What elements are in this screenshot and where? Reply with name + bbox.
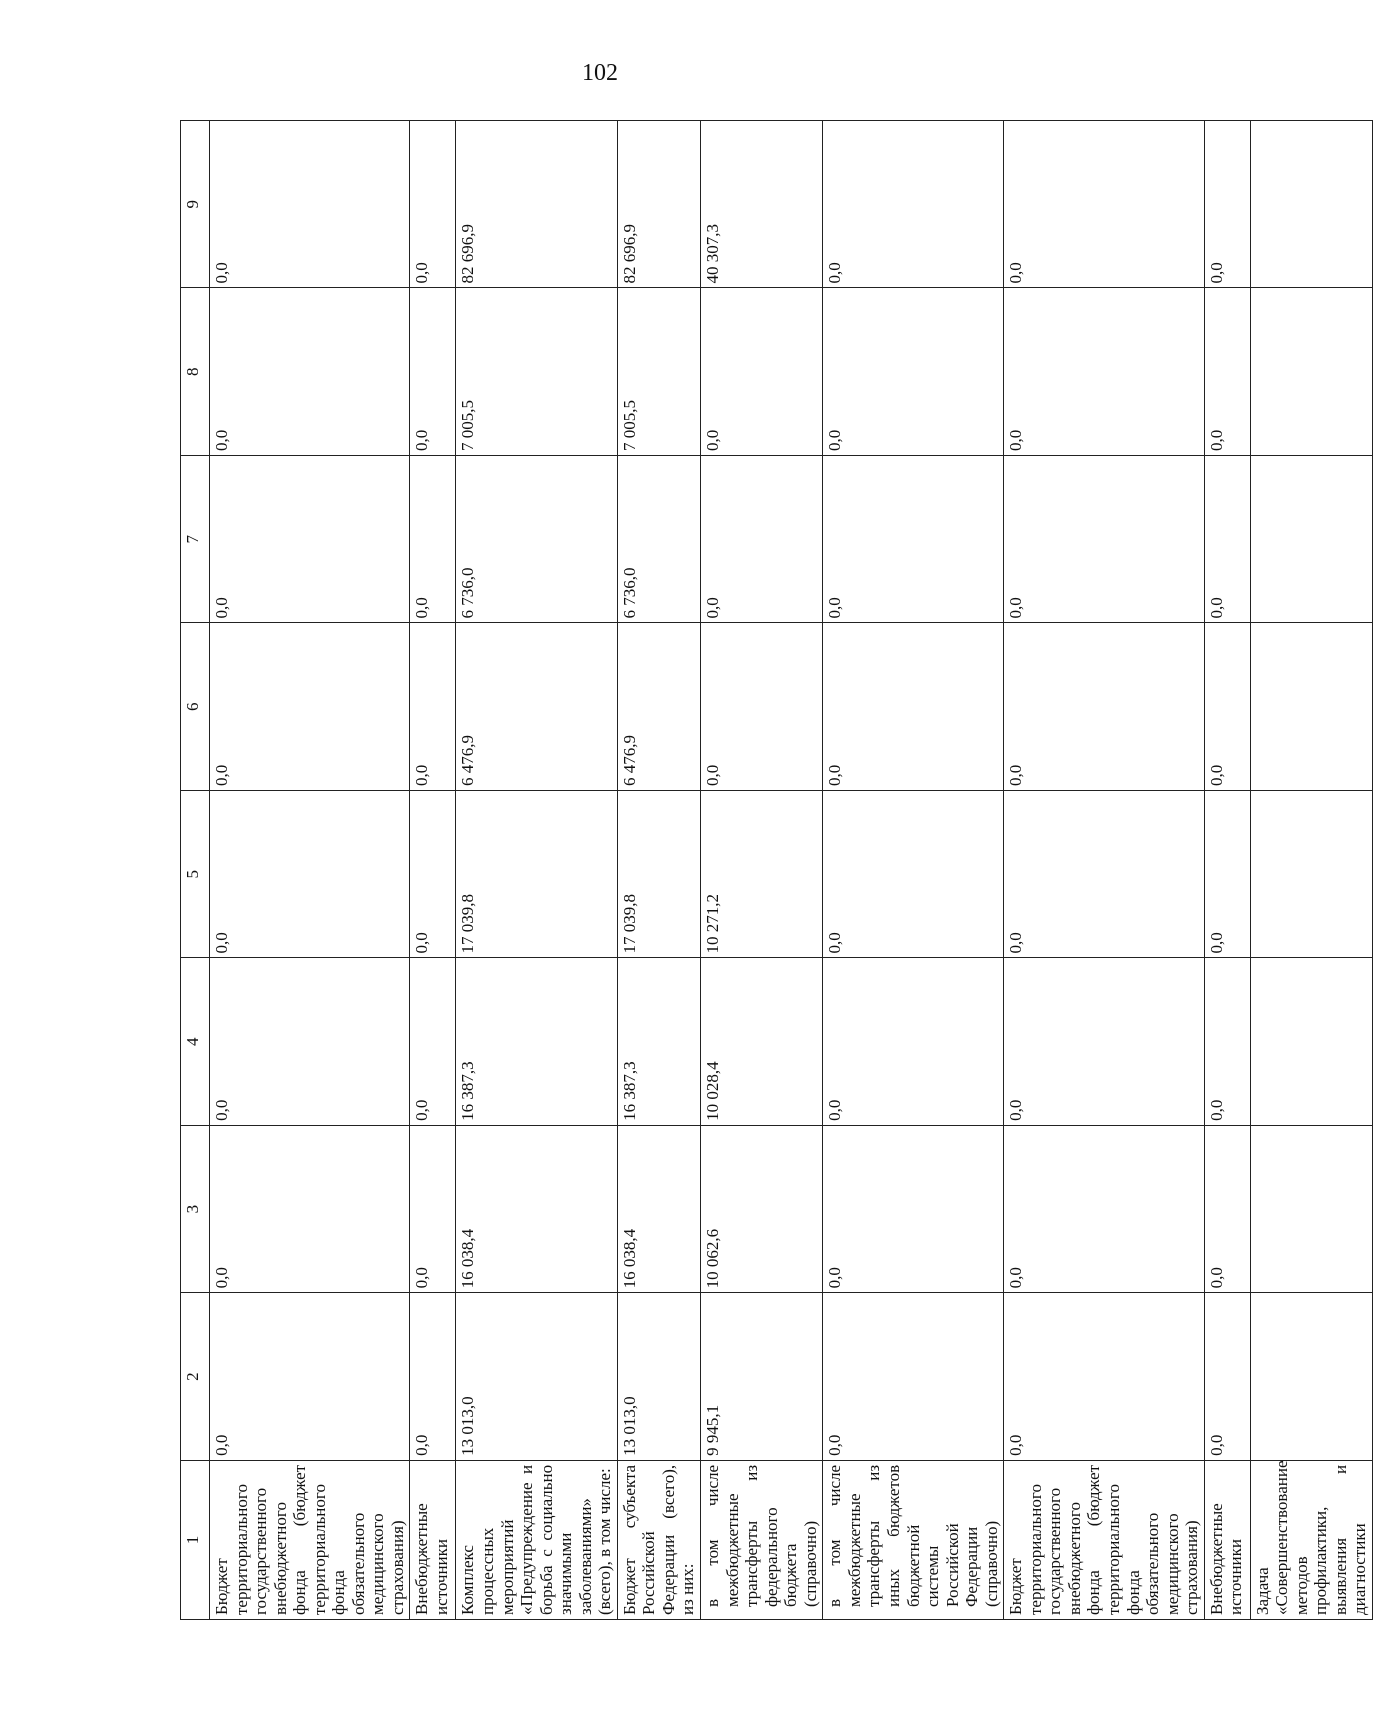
value-cell: 0,0 — [1004, 1125, 1204, 1292]
table-row — [617, 121, 700, 1620]
value-cell: 6 736,0 — [617, 455, 700, 622]
row-label: Задача «Совершенствование методов профилактики, выявления и диагностики — [1250, 1460, 1372, 1619]
table-row — [210, 121, 410, 1620]
value-cell: 6 476,9 — [456, 623, 617, 790]
value-cell: 0,0 — [1004, 121, 1204, 289]
value-cell: 0,0 — [1004, 1293, 1204, 1460]
value-cell: 0,0 — [823, 1293, 1004, 1460]
value-cell: 16 038,4 — [456, 1125, 617, 1292]
value-cell: 0,0 — [823, 958, 1004, 1125]
row-label: Бюджет территориального государственного внебюджетного фонда (бюджет территориального фонда обязательного медицинского страхования) — [210, 1460, 410, 1619]
value-cell: 0,0 — [823, 1125, 1004, 1292]
value-cell: 0,0 — [823, 790, 1004, 957]
value-cell — [1250, 790, 1372, 957]
value-cell: 0,0 — [410, 121, 456, 289]
value-cell: 0,0 — [1004, 790, 1204, 957]
value-cell: 10 062,6 — [701, 1125, 823, 1292]
value-cell: 0,0 — [1204, 288, 1250, 455]
value-cell — [1250, 288, 1372, 455]
row-label: Комплекс процессных мероприятий «Предупреждение и борьба с социально значимыми заболеваниями» (всего), в том числе: — [456, 1460, 617, 1619]
row-label: Внебюджетные источники — [410, 1460, 456, 1619]
value-cell: 0,0 — [1004, 623, 1204, 790]
value-cell — [1250, 121, 1372, 289]
value-cell: 13 013,0 — [617, 1293, 700, 1460]
value-cell: 0,0 — [210, 455, 410, 622]
value-cell: 0,0 — [1204, 958, 1250, 1125]
value-cell: 6 476,9 — [617, 623, 700, 790]
table-row — [701, 121, 823, 1620]
value-cell — [1250, 455, 1372, 622]
table-row — [1204, 121, 1250, 1620]
page-number: 102 — [582, 60, 618, 86]
value-cell: 16 387,3 — [456, 958, 617, 1125]
header-cell: 1 — [181, 1460, 210, 1619]
value-cell: 40 307,3 — [701, 121, 823, 289]
header-cell: 5 — [181, 790, 210, 957]
row-label: Бюджет территориального государственного внебюджетного фонда (бюджет территориального фонда обязательного медицинского страхования) — [1004, 1460, 1204, 1619]
value-cell: 0,0 — [823, 455, 1004, 622]
header-cell: 6 — [181, 623, 210, 790]
value-cell: 0,0 — [701, 288, 823, 455]
value-cell: 0,0 — [410, 1293, 456, 1460]
value-cell: 0,0 — [1004, 288, 1204, 455]
value-cell: 0,0 — [823, 121, 1004, 289]
value-cell: 6 736,0 — [456, 455, 617, 622]
value-cell: 0,0 — [210, 288, 410, 455]
value-cell: 0,0 — [210, 1293, 410, 1460]
row-label: Бюджет субъекта Российской Федерации (всего), из них: — [617, 1460, 700, 1619]
table-body — [210, 121, 1373, 1620]
value-cell: 0,0 — [1204, 1293, 1250, 1460]
rotated-table-container — [180, 120, 1370, 1620]
value-cell: 16 387,3 — [617, 958, 700, 1125]
value-cell: 82 696,9 — [456, 121, 617, 289]
header-cell: 4 — [181, 958, 210, 1125]
table-row — [1004, 121, 1204, 1620]
row-label: в том числе межбюджетные трансферты из иных бюджетов бюджетной системы Российской Федерации (справочно) — [823, 1460, 1004, 1619]
value-cell: 7 005,5 — [617, 288, 700, 455]
header-cell: 9 — [181, 121, 210, 289]
value-cell: 10 028,4 — [701, 958, 823, 1125]
value-cell: 0,0 — [410, 288, 456, 455]
value-cell: 0,0 — [1204, 121, 1250, 289]
value-cell: 0,0 — [410, 1125, 456, 1292]
value-cell: 0,0 — [1004, 455, 1204, 622]
table-row — [823, 121, 1004, 1620]
header-cell: 8 — [181, 288, 210, 455]
value-cell: 0,0 — [701, 455, 823, 622]
table-row — [456, 121, 617, 1620]
value-cell — [1250, 1293, 1372, 1460]
value-cell: 0,0 — [823, 288, 1004, 455]
header-cell: 2 — [181, 1293, 210, 1460]
value-cell: 0,0 — [210, 1125, 410, 1292]
value-cell: 0,0 — [210, 790, 410, 957]
value-cell: 0,0 — [410, 790, 456, 957]
value-cell: 17 039,8 — [456, 790, 617, 957]
row-label: в том числе межбюджетные трансферты из федерального бюджета (справочно) — [701, 1460, 823, 1619]
value-cell: 0,0 — [210, 121, 410, 289]
value-cell — [1250, 1125, 1372, 1292]
value-cell — [1250, 958, 1372, 1125]
header-cell: 3 — [181, 1125, 210, 1292]
value-cell: 10 271,2 — [701, 790, 823, 957]
value-cell: 0,0 — [410, 623, 456, 790]
value-cell: 16 038,4 — [617, 1125, 700, 1292]
budget-table — [180, 120, 1373, 1620]
value-cell: 0,0 — [210, 623, 410, 790]
value-cell: 0,0 — [210, 958, 410, 1125]
value-cell: 82 696,9 — [617, 121, 700, 289]
value-cell: 17 039,8 — [617, 790, 700, 957]
value-cell: 0,0 — [1004, 958, 1204, 1125]
header-cell: 7 — [181, 455, 210, 622]
value-cell: 0,0 — [701, 623, 823, 790]
value-cell — [1250, 623, 1372, 790]
value-cell: 0,0 — [1204, 455, 1250, 622]
row-label: Внебюджетные источники — [1204, 1460, 1250, 1619]
value-cell: 0,0 — [1204, 623, 1250, 790]
value-cell: 9 945,1 — [701, 1293, 823, 1460]
header-row — [181, 121, 210, 1620]
value-cell: 0,0 — [410, 958, 456, 1125]
value-cell: 0,0 — [410, 455, 456, 622]
value-cell: 13 013,0 — [456, 1293, 617, 1460]
value-cell: 0,0 — [823, 623, 1004, 790]
value-cell: 7 005,5 — [456, 288, 617, 455]
table-row — [1250, 121, 1372, 1620]
table-row — [410, 121, 456, 1620]
value-cell: 0,0 — [1204, 1125, 1250, 1292]
value-cell: 0,0 — [1204, 790, 1250, 957]
